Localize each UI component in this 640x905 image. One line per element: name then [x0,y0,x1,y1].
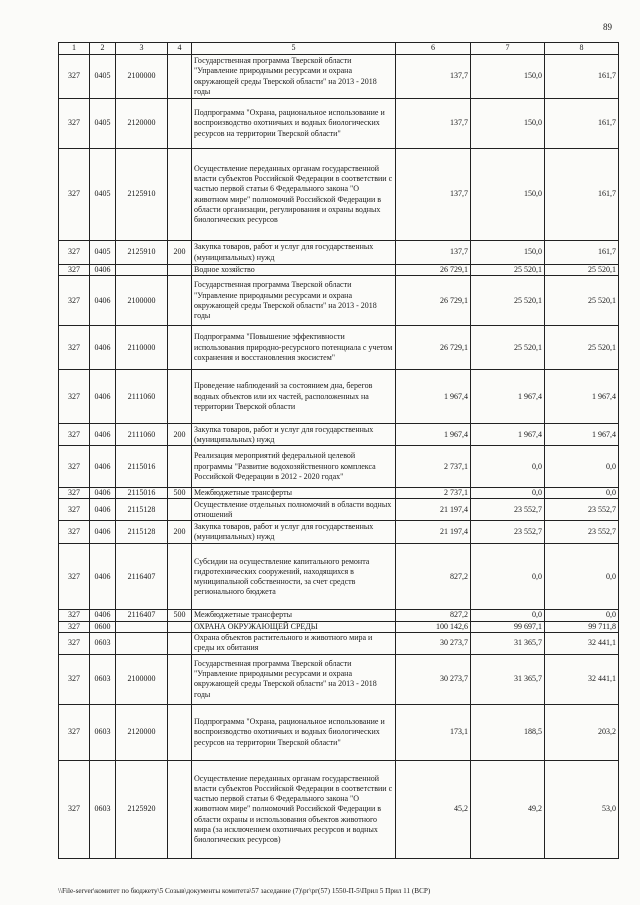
section-code-cell: 0603 [90,632,116,654]
amount-cell: 25 520,1 [545,276,619,326]
amount-cell: 1 967,4 [396,370,471,424]
amount-cell: 0,0 [471,446,545,488]
amount-cell: 100 142,6 [396,621,471,632]
description-cell: Осуществление переданных органам государственной власти субъектов Российской Федерации в соответствии с частью первой статьи 6 Федерального закона "О животном мире" полномочий Российской Федерации в области организации, регулирования и охраны водных биологических ресурсов [192,149,396,241]
description-cell: Водное хозяйство [192,265,396,276]
description-cell: ОХРАНА ОКРУЖАЮЩЕЙ СРЕДЫ [192,621,396,632]
amount-cell: 0,0 [545,488,619,499]
amount-cell: 25 520,1 [471,276,545,326]
table-row [59,276,619,326]
table-row [59,704,619,760]
amount-cell: 21 197,4 [396,521,471,544]
appendix-code-cell: 327 [59,521,90,544]
table-row [59,621,619,632]
expense-type-cell: 200 [168,424,192,446]
expense-type-cell [168,326,192,370]
target-item-cell: 2115128 [116,521,168,544]
appendix-code-cell: 327 [59,326,90,370]
amount-cell: 99 697,1 [471,621,545,632]
amount-cell: 1 967,4 [471,424,545,446]
amount-cell: 827,2 [396,610,471,621]
table-header-row [59,43,619,55]
amount-cell: 0,0 [545,446,619,488]
section-code-cell: 0406 [90,610,116,621]
amount-cell: 137,7 [396,241,471,265]
appendix-code-cell: 327 [59,241,90,265]
amount-cell: 99 711,8 [545,621,619,632]
section-code-cell: 0406 [90,488,116,499]
section-code-cell: 0406 [90,544,116,610]
amount-cell: 30 273,7 [396,632,471,654]
amount-cell: 1 967,4 [396,424,471,446]
amount-cell: 203,2 [545,704,619,760]
description-cell: Субсидии на осуществление капитального ремонта гидротехнических сооружений, находящихся в муниципальной собственности, за счет средств регионального бюджета [192,544,396,610]
description-cell: Закупка товаров, работ и услуг для государственных (муниципальных) нужд [192,241,396,265]
amount-cell: 32 441,1 [545,654,619,704]
amount-cell: 161,7 [545,55,619,99]
target-item-cell: 2111060 [116,370,168,424]
section-code-cell: 0405 [90,241,116,265]
target-item-cell [116,621,168,632]
amount-cell: 25 520,1 [471,265,545,276]
description-cell: Закупка товаров, работ и услуг для государственных (муниципальных) нужд [192,424,396,446]
section-code-cell: 0405 [90,149,116,241]
target-item-cell: 2115128 [116,499,168,521]
section-code-cell: 0406 [90,521,116,544]
header-cell: 7 [471,43,545,55]
table-row [59,488,619,499]
target-item-cell: 2100000 [116,276,168,326]
description-cell: Реализация мероприятий федеральной целевой программы "Развитие водохозяйственного комплекса Российской Федерации в 2012 - 2020 годах" [192,446,396,488]
appendix-code-cell: 327 [59,704,90,760]
amount-cell: 137,7 [396,149,471,241]
appendix-code-cell: 327 [59,149,90,241]
amount-cell: 21 197,4 [396,499,471,521]
appendix-code-cell: 327 [59,488,90,499]
appendix-code-cell: 327 [59,544,90,610]
amount-cell: 23 552,7 [471,521,545,544]
section-code-cell: 0600 [90,621,116,632]
appendix-code-cell: 327 [59,55,90,99]
amount-cell: 0,0 [545,610,619,621]
amount-cell: 45,2 [396,760,471,858]
appendix-code-cell: 327 [59,276,90,326]
expense-type-cell: 500 [168,610,192,621]
table-row [59,654,619,704]
amount-cell: 1 967,4 [545,424,619,446]
table-row [59,326,619,370]
amount-cell: 0,0 [471,610,545,621]
header-cell: 6 [396,43,471,55]
budget-table [58,42,619,859]
target-item-cell: 2116407 [116,610,168,621]
amount-cell: 173,1 [396,704,471,760]
amount-cell: 26 729,1 [396,276,471,326]
section-code-cell: 0406 [90,326,116,370]
amount-cell: 150,0 [471,241,545,265]
amount-cell: 188,5 [471,704,545,760]
section-code-cell: 0405 [90,55,116,99]
target-item-cell: 2100000 [116,654,168,704]
description-cell: Государственная программа Тверской области "Управление природными ресурсами и охрана окружающей среды Тверской области" на 2013 - 2018 годы [192,276,396,326]
section-code-cell: 0603 [90,654,116,704]
target-item-cell [116,632,168,654]
amount-cell: 53,0 [545,760,619,858]
file-path-footer: \\File-server\комитет по бюджету\5 Созыв\документы комитета\57 заседание (7)\рг\рг(57) 1550-П-5\Прил 5 Прил 11 (ВСР) [58,887,431,895]
expense-type-cell [168,370,192,424]
amount-cell: 30 273,7 [396,654,471,704]
table-row [59,241,619,265]
appendix-code-cell: 327 [59,370,90,424]
table-row [59,446,619,488]
expense-type-cell [168,446,192,488]
header-cell: 1 [59,43,90,55]
amount-cell: 25 520,1 [545,326,619,370]
amount-cell: 31 365,7 [471,654,545,704]
target-item-cell: 2115016 [116,446,168,488]
description-cell: Государственная программа Тверской области "Управление природными ресурсами и охрана окружающей среды Тверской области" на 2013 - 2018 годы [192,654,396,704]
target-item-cell: 2120000 [116,99,168,149]
appendix-code-cell: 327 [59,632,90,654]
section-code-cell: 0406 [90,446,116,488]
section-code-cell: 0406 [90,370,116,424]
appendix-code-cell: 327 [59,265,90,276]
appendix-code-cell: 327 [59,424,90,446]
description-cell: Подпрограмма "Охрана, рациональное использование и воспроизводство охотничьих и водных биологических ресурсов на территории Тверской области" [192,99,396,149]
amount-cell: 137,7 [396,99,471,149]
header-cell: 8 [545,43,619,55]
expense-type-cell [168,544,192,610]
table-row [59,99,619,149]
target-item-cell: 2125910 [116,241,168,265]
target-item-cell: 2120000 [116,704,168,760]
amount-cell: 150,0 [471,99,545,149]
description-cell: Осуществление переданных органам государственной власти субъектов Российской Федерации в соответствии с частью первой статьи 6 Федерального закона "О животном мире" полномочий Российской Федерации в области охраны и использования объектов животного мира (за исключением охотничьих ресурсов и водных биологических ресурсов) [192,760,396,858]
appendix-code-cell: 327 [59,621,90,632]
target-item-cell: 2115016 [116,488,168,499]
expense-type-cell [168,276,192,326]
section-code-cell: 0406 [90,265,116,276]
target-item-cell [116,265,168,276]
amount-cell: 161,7 [545,149,619,241]
description-cell: Межбюджетные трансферты [192,488,396,499]
section-code-cell: 0603 [90,760,116,858]
target-item-cell: 2116407 [116,544,168,610]
target-item-cell: 2125910 [116,149,168,241]
expense-type-cell [168,621,192,632]
description-cell: Охрана объектов растительного и животного мира и среды их обитания [192,632,396,654]
section-code-cell: 0405 [90,99,116,149]
description-cell: Подпрограмма "Охрана, рациональное использование и воспроизводство охотничьих и водных биологических ресурсов на территории Тверской области" [192,704,396,760]
table-row [59,499,619,521]
description-cell: Осуществление отдельных полномочий в области водных отношений [192,499,396,521]
expense-type-cell: 200 [168,521,192,544]
expense-type-cell [168,760,192,858]
amount-cell: 1 967,4 [471,370,545,424]
table-row [59,521,619,544]
amount-cell: 161,7 [545,241,619,265]
expense-type-cell [168,704,192,760]
expense-type-cell [168,632,192,654]
amount-cell: 137,7 [396,55,471,99]
amount-cell: 32 441,1 [545,632,619,654]
expense-type-cell [168,55,192,99]
target-item-cell: 2100000 [116,55,168,99]
description-cell: Государственная программа Тверской области "Управление природными ресурсами и охрана окружающей среды Тверской области" на 2013 - 2018 годы [192,55,396,99]
appendix-code-cell: 327 [59,610,90,621]
section-code-cell: 0406 [90,499,116,521]
description-cell: Проведение наблюдений за состоянием дна, берегов водных объектов или их частей, расположенных на территории Тверской области [192,370,396,424]
target-item-cell: 2111060 [116,424,168,446]
target-item-cell: 2110000 [116,326,168,370]
expense-type-cell [168,149,192,241]
header-cell: 3 [116,43,168,55]
amount-cell: 26 729,1 [396,326,471,370]
table-row [59,370,619,424]
amount-cell: 26 729,1 [396,265,471,276]
description-cell: Закупка товаров, работ и услуг для государственных (муниципальных) нужд [192,521,396,544]
amount-cell: 150,0 [471,55,545,99]
header-cell: 2 [90,43,116,55]
amount-cell: 2 737,1 [396,446,471,488]
appendix-code-cell: 327 [59,499,90,521]
expense-type-cell: 500 [168,488,192,499]
expense-type-cell [168,265,192,276]
table-row [59,544,619,610]
appendix-code-cell: 327 [59,654,90,704]
expense-type-cell [168,654,192,704]
table-row [59,632,619,654]
expense-type-cell: 200 [168,241,192,265]
table-row [59,424,619,446]
table-row [59,149,619,241]
target-item-cell: 2125920 [116,760,168,858]
table-row [59,610,619,621]
amount-cell: 150,0 [471,149,545,241]
appendix-code-cell: 327 [59,446,90,488]
header-cell: 4 [168,43,192,55]
appendix-code-cell: 327 [59,99,90,149]
amount-cell: 31 365,7 [471,632,545,654]
appendix-code-cell: 327 [59,760,90,858]
amount-cell: 25 520,1 [545,265,619,276]
table-row [59,760,619,858]
description-cell: Подпрограмма "Повышение эффективности использования природно-ресурсного потенциала с учетом сохранения и восстановления экосистем" [192,326,396,370]
description-cell: Межбюджетные трансферты [192,610,396,621]
amount-cell: 0,0 [471,544,545,610]
amount-cell: 161,7 [545,99,619,149]
amount-cell: 0,0 [545,544,619,610]
amount-cell: 49,2 [471,760,545,858]
amount-cell: 23 552,7 [545,499,619,521]
table-row [59,55,619,99]
amount-cell: 0,0 [471,488,545,499]
section-code-cell: 0603 [90,704,116,760]
amount-cell: 23 552,7 [545,521,619,544]
section-code-cell: 0406 [90,424,116,446]
amount-cell: 25 520,1 [471,326,545,370]
amount-cell: 827,2 [396,544,471,610]
header-cell: 5 [192,43,396,55]
amount-cell: 2 737,1 [396,488,471,499]
expense-type-cell [168,499,192,521]
section-code-cell: 0406 [90,276,116,326]
amount-cell: 1 967,4 [545,370,619,424]
table-row [59,265,619,276]
page-number: 89 [603,22,612,32]
amount-cell: 23 552,7 [471,499,545,521]
expense-type-cell [168,99,192,149]
